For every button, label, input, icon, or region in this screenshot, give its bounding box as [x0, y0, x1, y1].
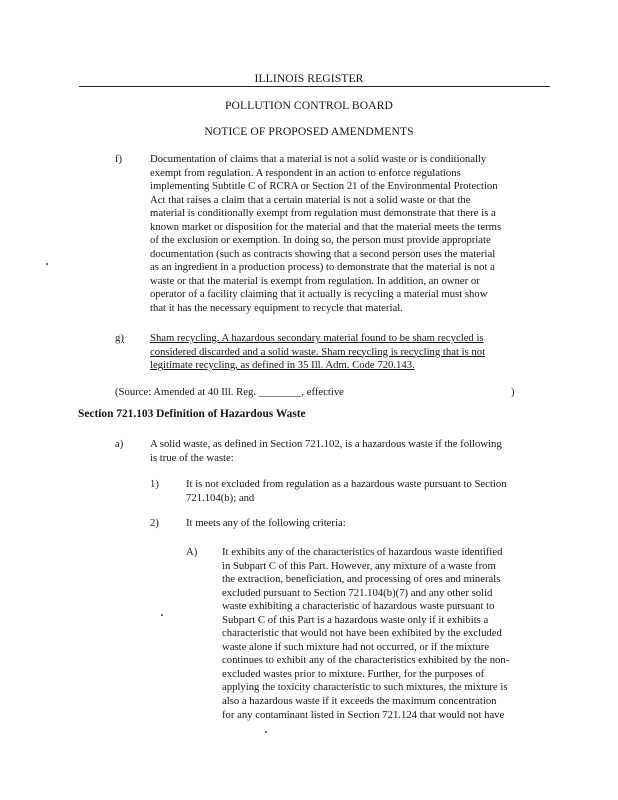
source-close: ) [511, 386, 515, 398]
para-A-label: A) [186, 546, 198, 558]
para-g-line: legitimate recycling, as defined in 35 Ill. Adm. Code 720.143. [150, 359, 415, 372]
para-A-line: Subpart C of this Part is a hazardous waste only if it exhibits a [222, 613, 489, 626]
scan-speck [265, 731, 267, 733]
para-a1-label: 1) [150, 478, 159, 490]
register-title: ILLINOIS REGISTER [254, 72, 364, 85]
para-a-line: A solid waste, as defined in Section 721.102, is a hazardous waste if the following [150, 438, 502, 450]
para-A-line: waste alone if such mixture had not occurred, or if the mixture [222, 640, 490, 653]
board-title: POLLUTION CONTROL BOARD [224, 99, 394, 112]
para-g-label: g) [115, 332, 124, 344]
para-a2-text [186, 517, 346, 531]
para-f-line: as an ingredient in a production process) to demonstrate that the material is not a [150, 261, 495, 274]
para-f-line: material is conditionally exempt from regulation must demonstrate that there is a [150, 207, 496, 220]
para-A-line: It exhibits any of the characteristics of hazardous waste identified [222, 546, 503, 558]
para-A-line: for any contaminant listed in Section 721.124 that would not have [222, 708, 505, 721]
para-f-line: exempt from regulation. A respondent in an action to enforce regulations [150, 166, 461, 179]
para-f-label: f) [115, 153, 123, 165]
notice-title: NOTICE OF PROPOSED AMENDMENTS [204, 125, 414, 138]
para-f-line: Documentation of claims that a material is not a solid waste or is conditionally [150, 153, 487, 165]
para-a-line: is true of the waste: [150, 451, 234, 464]
para-f-text [150, 153, 501, 316]
para-a1-text [186, 478, 507, 505]
para-A-line: excluded wastes prior to mixture. Further, for the purposes of [222, 667, 485, 680]
para-A-line: waste exhibiting a characteristic of hazardous waste pursuant to [222, 600, 495, 613]
para-f-line: documentation (such as contracts showing that a second person uses the material [150, 247, 496, 260]
para-a-text [150, 438, 502, 465]
para-g-line: considered discarded and a solid waste. Sham recycling is recycling that is not [150, 345, 486, 358]
para-a-label: a) [115, 438, 124, 450]
para-A-line: applying the toxicity characteristic to such mixtures, the mixture is [222, 681, 508, 694]
section-heading: Section 721.103 Definition of Hazardous Waste [78, 408, 306, 420]
para-A-line: characteristic that would not have been exhibited by the excluded [222, 627, 502, 640]
para-f-line: operator of a facility claiming that it actually is recycling a material must show [150, 288, 488, 301]
para-f-line: implementing Subtitle C of RCRA or Section 21 of the Environmental Protection [150, 180, 498, 193]
para-f-line: waste or that the material is exempt from regulation. In addition, an owner or [150, 274, 480, 287]
para-f-line: known market or disposition for the material and that the material meets the terms [150, 220, 502, 233]
para-a1-line: 721.104(b); and [186, 491, 255, 504]
para-A-line: the extraction, beneficiation, and processing of ores and minerals [222, 573, 501, 586]
para-a2-line: It meets any of the following criteria: [186, 517, 346, 529]
para-A-line: continues to exhibit any of the characteristics exhibited by the non- [222, 654, 510, 667]
para-A-line: excluded pursuant to Section 721.104(b)(7) and any other solid [222, 586, 493, 599]
para-a2-label: 2) [150, 517, 159, 529]
para-f-line: of the exclusion or exemption. In doing so, the person must provide appropriate [150, 234, 491, 247]
para-f-line: that it has the necessary equipment to recycle that material. [150, 302, 403, 315]
para-A-line: in Subpart C of this Part. However, any mixture of a waste from [222, 559, 496, 572]
para-f-line: Act that raises a claim that a certain material is not a solid waste or that the [150, 193, 471, 206]
para-g-line: Sham recycling. A hazardous secondary material found to be sham recycled is [150, 332, 484, 344]
scan-speck [46, 263, 48, 265]
para-A-line: also a hazardous waste if it exceeds the maximum concentration [222, 695, 497, 708]
header-rule [79, 86, 550, 87]
source-note: (Source: Amended at 40 Ill. Reg. ________, effective [115, 386, 344, 398]
para-g-text [150, 332, 485, 373]
scan-speck [161, 614, 163, 616]
para-A-text [222, 546, 509, 722]
para-a1-line: It is not excluded from regulation as a hazardous waste pursuant to Section [186, 478, 507, 490]
